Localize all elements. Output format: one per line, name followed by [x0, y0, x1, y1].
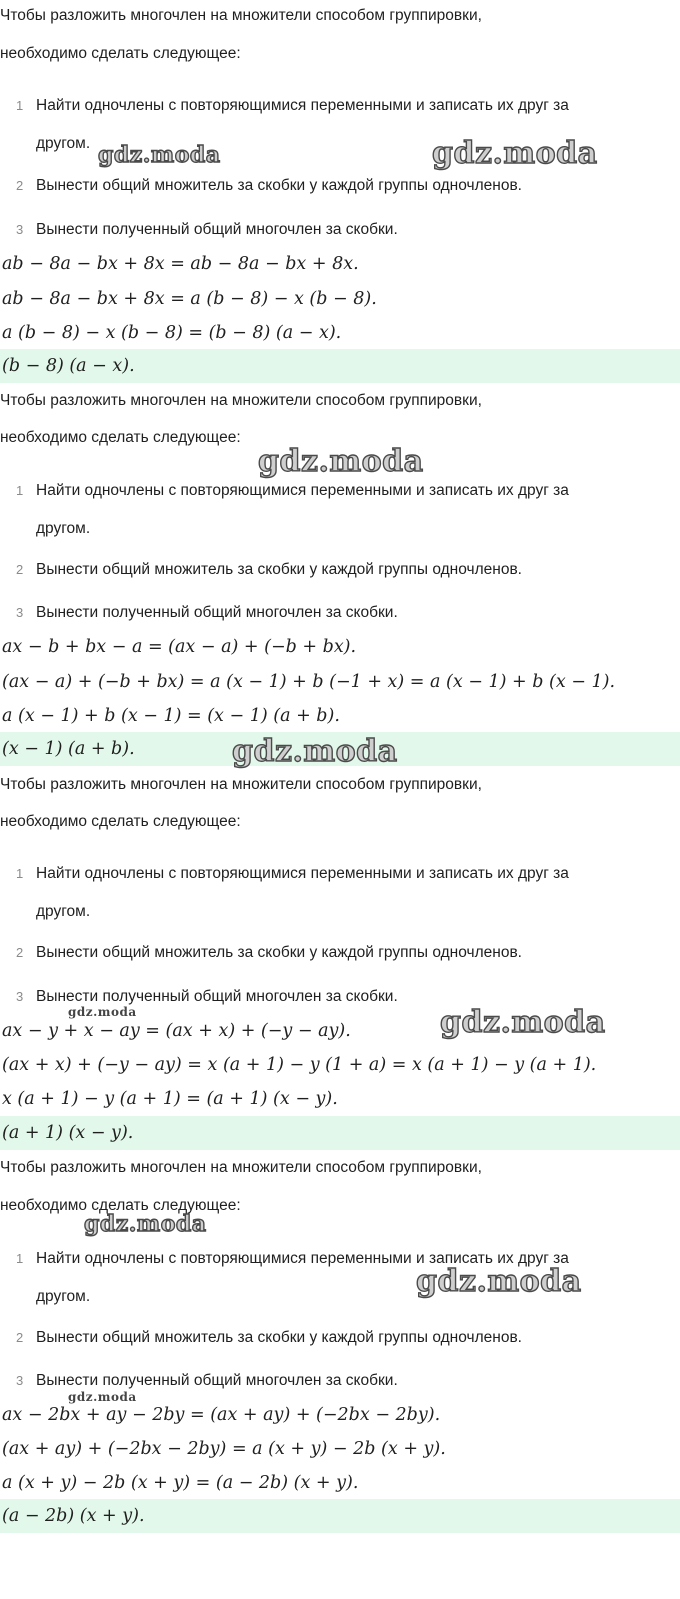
step-number: 1	[16, 866, 24, 881]
step-number: 3	[16, 605, 24, 620]
intro-line-2: необходимо сделать следующее:	[0, 1197, 241, 1214]
watermark-logo: gdz.moda	[258, 444, 424, 479]
step-text-cont: другом.	[36, 520, 91, 537]
step-text: Вынести общий множитель за скобки у каждой группы одночленов.	[36, 944, 522, 961]
step-text-cont: другом.	[36, 135, 91, 152]
answer-text: (b − 8) (a − x).	[2, 356, 135, 376]
step-number: 2	[16, 945, 24, 960]
intro-line-1: Чтобы разложить многочлен на множители способом группировки,	[0, 7, 482, 24]
step-number: 2	[16, 1330, 24, 1345]
math-line: x (a + 1) − y (a + 1) = (a + 1) (x − y).	[2, 1089, 338, 1109]
step-number: 2	[16, 562, 24, 577]
intro-line-1: Чтобы разложить многочлен на множители способом группировки,	[0, 776, 482, 793]
step-text: Вынести полученный общий многочлен за скобки.	[36, 604, 398, 621]
step-text: Вынести полученный общий многочлен за скобки.	[36, 988, 398, 1005]
watermark-logo: gdz.moda	[68, 1390, 137, 1404]
answer-highlight	[0, 349, 680, 383]
step-text: Вынести полученный общий многочлен за скобки.	[36, 1372, 398, 1389]
watermark-logo: gdz.moda	[440, 1005, 606, 1040]
math-line: (ax + ay) + (−2bx − 2by) = a (x + y) − 2b (x + y).	[2, 1439, 446, 1459]
step-text: Найти одночлены с повторяющимися переменными и записать их друг за	[36, 482, 569, 499]
intro-line-1: Чтобы разложить многочлен на множители способом группировки,	[0, 392, 482, 409]
step-number: 2	[16, 178, 24, 193]
step-text-cont: другом.	[36, 903, 91, 920]
math-line: ax − b + bx − a = (ax − a) + (−b + bx).	[2, 637, 357, 657]
math-line: ab − 8a − bx + 8x = ab − 8a − bx + 8x.	[2, 254, 359, 274]
watermark-logo: gdz.moda	[232, 734, 398, 769]
step-number: 3	[16, 1373, 24, 1388]
step-number: 3	[16, 222, 24, 237]
step-text: Найти одночлены с повторяющимися переменными и записать их друг за	[36, 97, 569, 114]
watermark-logo: gdz.moda	[416, 1264, 582, 1299]
answer-highlight	[0, 1499, 680, 1533]
step-number: 1	[16, 1251, 24, 1266]
math-line: a (x − 1) + b (x − 1) = (x − 1) (a + b).	[2, 706, 340, 726]
step-text: Вынести общий множитель за скобки у каждой группы одночленов.	[36, 177, 522, 194]
step-number: 1	[16, 483, 24, 498]
step-number: 1	[16, 98, 24, 113]
watermark-logo: gdz.moda	[432, 136, 598, 171]
step-number: 3	[16, 989, 24, 1004]
watermark-logo: gdz.moda	[98, 142, 221, 168]
intro-line-2: необходимо сделать следующее:	[0, 813, 241, 830]
math-line: (ax + x) + (−y − ay) = x (a + 1) − y (1 + a) = x (a + 1) − y (a + 1).	[2, 1055, 597, 1075]
step-text: Вынести общий множитель за скобки у каждой группы одночленов.	[36, 561, 522, 578]
math-line: a (x + y) − 2b (x + y) = (a − 2b) (x + y).	[2, 1473, 359, 1493]
step-text: Вынести общий множитель за скобки у каждой группы одночленов.	[36, 1329, 522, 1346]
step-text-cont: другом.	[36, 1288, 91, 1305]
intro-line-2: необходимо сделать следующее:	[0, 45, 241, 62]
math-line: a (b − 8) − x (b − 8) = (b − 8) (a − x).	[2, 323, 342, 343]
answer-text: (x − 1) (a + b).	[2, 739, 135, 759]
answer-text: (a + 1) (x − y).	[2, 1123, 134, 1143]
step-text: Вынести полученный общий многочлен за скобки.	[36, 221, 398, 238]
answer-highlight	[0, 1116, 680, 1150]
intro-line-2: необходимо сделать следующее:	[0, 429, 241, 446]
step-text: Найти одночлены с повторяющимися переменными и записать их друг за	[36, 1250, 569, 1267]
math-line: ax − 2bx + ay − 2by = (ax + ay) + (−2bx − 2by).	[2, 1405, 441, 1425]
watermark-logo: gdz.moda	[68, 1005, 137, 1019]
answer-text: (a − 2b) (x + y).	[2, 1506, 145, 1526]
math-line: (ax − a) + (−b + bx) = a (x − 1) + b (−1 + x) = a (x − 1) + b (x − 1).	[2, 672, 616, 692]
watermark-logo: gdz.moda	[84, 1211, 207, 1237]
math-line: ax − y + x − ay = (ax + x) + (−y − ay).	[2, 1021, 351, 1041]
math-line: ab − 8a − bx + 8x = a (b − 8) − x (b − 8).	[2, 289, 377, 309]
step-text: Найти одночлены с повторяющимися переменными и записать их друг за	[36, 865, 569, 882]
intro-line-1: Чтобы разложить многочлен на множители способом группировки,	[0, 1159, 482, 1176]
